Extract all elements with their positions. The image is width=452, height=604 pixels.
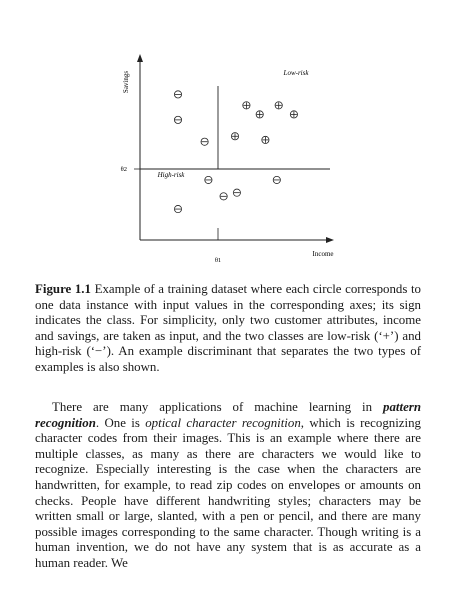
point-high-risk: [220, 193, 227, 200]
point-low-risk: [262, 136, 269, 143]
x-axis-label: Income: [312, 250, 334, 258]
y-axis-arrow: [137, 54, 143, 62]
term-pattern-recognition: pattern recognition: [35, 400, 421, 430]
data-points: [174, 91, 297, 213]
point-high-risk: [174, 116, 181, 123]
body-text-2: . One is: [95, 415, 146, 430]
point-low-risk: [290, 111, 297, 118]
body-text-3: , which is recognizing character codes from their images. This is an example where there are multiple classes, as many as there are characters we would like to recognize. Especially interesting is the case when the characters are handwritten, for example, to read zip codes on envelopes or amounts on checks. People have different handwriting styles; characters may be written small or large, slanted, with a pen or pencil, and there are many possible images corresponding to the same character. Though writing is a human invention, we do not have any system that is as accurate as a human reader. We: [35, 415, 421, 570]
point-high-risk: [233, 189, 240, 196]
point-low-risk: [243, 102, 250, 109]
point-low-risk: [275, 102, 282, 109]
body-paragraph: [35, 400, 421, 572]
point-high-risk: [273, 176, 280, 183]
figure-1-1-scatter: [0, 0, 452, 270]
y-axis-label: Savings: [122, 70, 130, 94]
point-low-risk: [256, 111, 263, 118]
body-text-1: There are many applications of machine learning in: [52, 400, 384, 414]
high-risk-label: High-risk: [157, 171, 185, 179]
term-ocr: optical character recognition: [145, 415, 301, 430]
point-high-risk: [201, 138, 208, 145]
figure-caption: [35, 282, 421, 376]
theta1-label: θ1: [214, 257, 222, 264]
caption-label: Figure 1.1: [35, 282, 91, 296]
point-high-risk: [205, 176, 212, 183]
caption-text: Example of a training dataset where each circle corresponds to one data instance with input values in the corresponding axes; its sign indicates the class. For simplicity, only two customer attributes, income and savings, are taken as input, and the two classes are low-risk (‘+’) and high-risk (‘−’). An example discriminant that separates the two types of examples is also shown.: [35, 282, 421, 374]
theta2-label: θ2: [120, 166, 127, 173]
low-risk-label: Low-risk: [283, 69, 309, 77]
point-low-risk: [231, 133, 238, 140]
point-high-risk: [174, 205, 181, 212]
point-high-risk: [174, 91, 181, 98]
x-axis-arrow: [326, 237, 334, 243]
